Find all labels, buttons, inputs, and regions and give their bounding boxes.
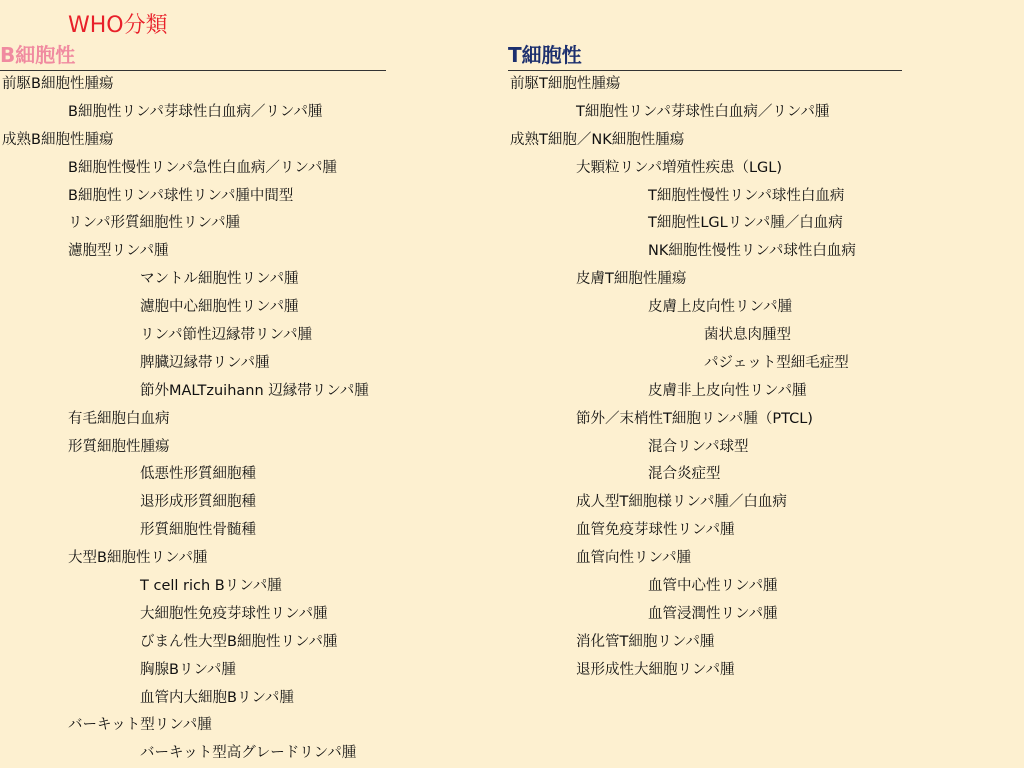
classification-item: 濾胞型リンパ腫 [68, 243, 169, 260]
t-cell-column [508, 40, 902, 685]
classification-item: 血管内大細胞Bリンパ腫 [140, 689, 294, 706]
classification-item: 脾臓辺縁帯リンパ腫 [140, 354, 270, 371]
classification-item: 形質細胞性腫瘍 [68, 438, 170, 455]
classification-item: 成熟B細胞性腫瘍 [2, 131, 114, 148]
classification-item: 退形成形質細胞種 [140, 494, 256, 511]
classification-item: T cell rich Bリンパ腫 [140, 578, 282, 595]
classification-item: 血管向性リンパ腫 [576, 550, 691, 567]
classification-item: 節外／末梢性T細胞リンパ腫（PTCL) [576, 410, 813, 427]
classification-item: リンパ形質細胞性リンパ腫 [68, 215, 240, 232]
classification-item: 前駆T細胞性腫瘍 [510, 76, 621, 92]
b-cell-header: B細胞性 [0, 40, 386, 71]
classification-item: リンパ節性辺縁帯リンパ腫 [140, 327, 312, 344]
classification-item: NK細胞性慢性リンパ球性白血病 [648, 243, 856, 260]
classification-item: 成熟T細胞／NK細胞性腫瘍 [510, 131, 685, 148]
classification-item: 血管免疫芽球性リンパ腫 [576, 522, 735, 539]
classification-item: 菌状息肉腫型 [704, 327, 791, 344]
b-cell-list [0, 71, 386, 768]
classification-item: 形質細胞性骨髄種 [140, 522, 256, 539]
classification-item: パジェット型細毛症型 [704, 354, 849, 371]
classification-item: B細胞性リンパ芽球性白血病／リンパ腫 [68, 103, 323, 120]
classification-item: T細胞性慢性リンパ球性白血病 [648, 187, 845, 204]
classification-item: 低悪性形質細胞種 [140, 466, 256, 483]
t-cell-list [508, 71, 902, 685]
classification-item: 消化管T細胞リンパ腫 [576, 633, 715, 650]
classification-item: 胸腺Bリンパ腫 [140, 661, 236, 678]
classification-item: 前駆B細胞性腫瘍 [2, 76, 114, 92]
b-cell-column [0, 40, 386, 768]
classification-item: バーキット型高グレードリンパ腫 [140, 745, 357, 762]
classification-item: 混合炎症型 [648, 466, 721, 483]
page-title: WHO分類 [68, 13, 168, 38]
classification-item: B細胞性リンパ球性リンパ腫中間型 [68, 187, 294, 204]
classification-item: マントル細胞性リンパ腫 [140, 271, 299, 288]
classification-item: 血管中心性リンパ腫 [648, 578, 778, 595]
classification-item: 大型B細胞性リンパ腫 [68, 550, 208, 567]
classification-item: バーキット型リンパ腫 [68, 717, 212, 734]
classification-item: 大細胞性免疫芽球性リンパ腫 [140, 605, 328, 622]
classification-item: B細胞性慢性リンパ急性白血病／リンパ腫 [68, 159, 337, 176]
classification-item: 濾胞中心細胞性リンパ腫 [140, 299, 299, 316]
classification-item: 大顆粒リンパ増殖性疾患（LGL) [576, 159, 783, 176]
classification-item: 皮膚T細胞性腫瘍 [576, 271, 687, 288]
classification-item: 有毛細胞白血病 [68, 410, 170, 427]
classification-item: 退形成性大細胞リンパ腫 [576, 661, 735, 678]
classification-item: T細胞性リンパ芽球性白血病／リンパ腫 [576, 103, 830, 120]
classification-item: T細胞性LGLリンパ腫／白血病 [648, 215, 843, 232]
classification-item: 皮膚上皮向性リンパ腫 [648, 299, 792, 316]
classification-item: 成人型T細胞様リンパ腫／白血病 [576, 494, 787, 511]
t-cell-header: T細胞性 [508, 40, 902, 71]
classification-item: 節外MALTzuihann 辺縁帯リンパ腫 [140, 382, 369, 399]
classification-item: 混合リンパ球型 [648, 438, 749, 455]
classification-item: びまん性大型B細胞性リンパ腫 [140, 633, 338, 650]
classification-item: 皮膚非上皮向性リンパ腫 [648, 382, 807, 399]
classification-item: 血管浸潤性リンパ腫 [648, 605, 778, 622]
